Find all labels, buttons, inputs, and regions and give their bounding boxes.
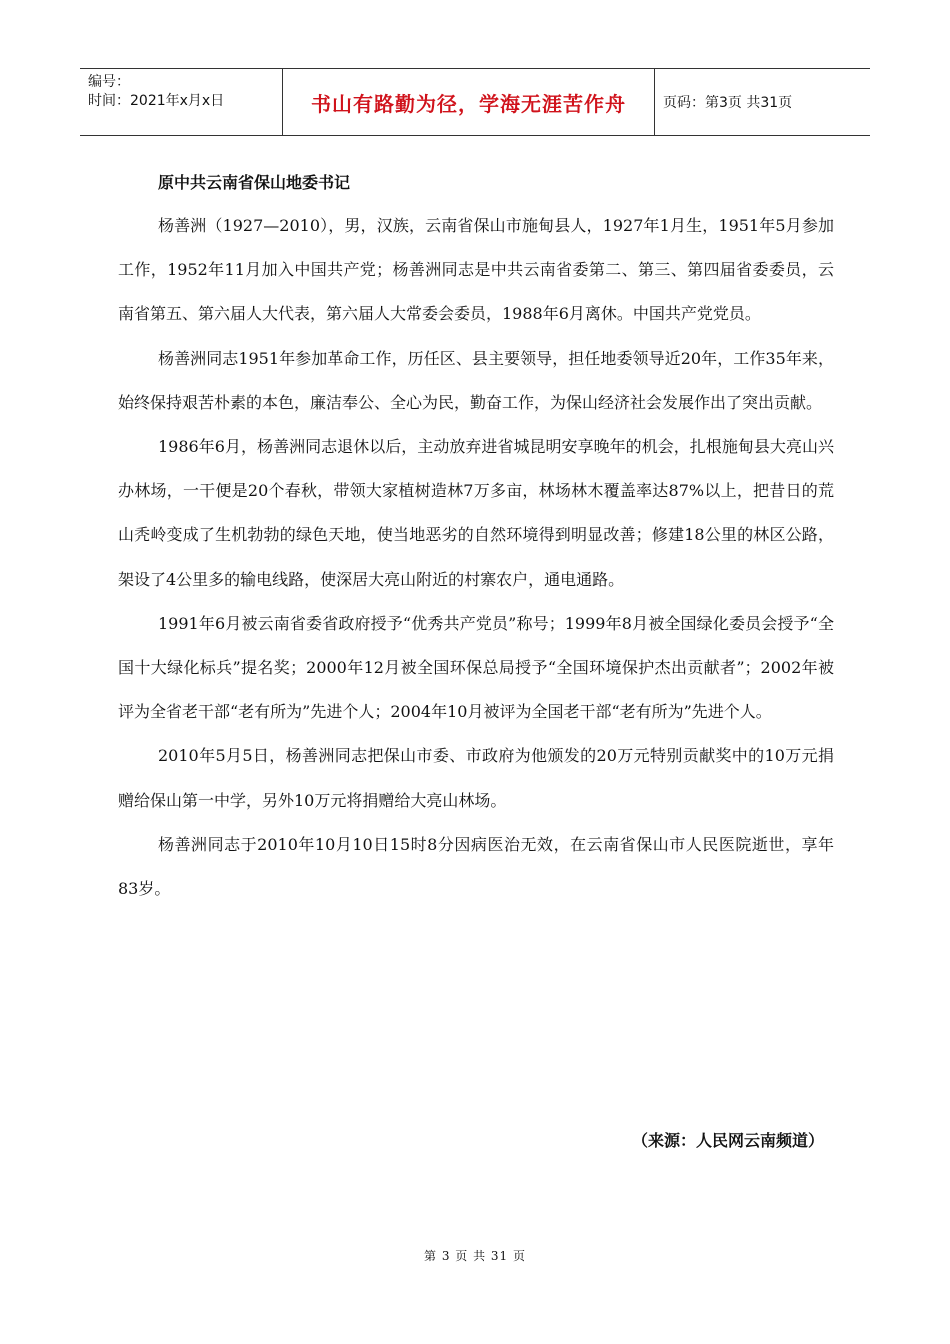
paragraph-forestry: 1986年6月，杨善洲同志退休以后，主动放弃进省城昆明安享晚年的机会，扎根施甸县大亮山兴办林场，一干便是20个春秋，带领大家植树造林7万多亩，林场林木覆盖率达87%以上，把昔日的荒山秃岭变成了生机勃勃的绿色天地，使当地恶劣的自然环境得到明显改善；修建18公里的林区公路，架设了4公里多的输电线路，使深居大亮山附近的村寨农户，通电通路。: [118, 437, 834, 589]
article-source: （来源：人民网云南频道）: [631, 1131, 824, 1150]
article-body: [118, 162, 834, 911]
paragraph-death: 杨善洲同志于2010年10月10日15时8分因病医治无效，在云南省保山市人民医院逝世，享年83岁。: [118, 834, 834, 899]
article-heading: 原中共云南省保山地委书记: [158, 173, 351, 192]
paragraph-donation: 2010年5月5日，杨善洲同志把保山市委、市政府为他颁发的20万元特别贡献奖中的10万元捐赠给保山第一中学，另外10万元将捐赠给大亮山林场。: [118, 746, 834, 810]
header-meta: [80, 69, 283, 135]
page-footer: 第 3 页 共 31 页: [424, 1249, 526, 1263]
paragraph-bio: 杨善洲（1927—2010），男，汉族，云南省保山市施甸县人，1927年1月生，1951年5月参加工作，1952年11月加入中国共产党；杨善洲同志是中共云南省委第二、第三、第四届省委委员，云南省第五、第六届人大代表，第六届人大常委会委员，1988年6月离休。中国共产党党员。: [118, 216, 834, 324]
time-label: 时间：2021年x月x日: [88, 93, 225, 109]
paragraph-honors: 1991年6月被云南省委省政府授予“优秀共产党员”称号；1999年8月被全国绿化委员会授予“全国十大绿化标兵”提名奖；2000年12月被全国环保总局授予“全国环境保护杰出贡献者”；2002年被评为全省老干部“老有所为”先进个人；2004年10月被评为全国老干部“老有所为”先进个人。: [118, 613, 834, 722]
paragraph-career: 杨善洲同志1951年参加革命工作，历任区、县主要领导，担任地委领导近20年，工作35年来，始终保持艰苦朴素的本色，廉洁奉公、全心为民，勤奋工作，为保山经济社会发展作出了突出贡献。: [118, 348, 834, 412]
header-motto: 书山有路勤为径，学海无涯苦作舟: [283, 69, 655, 135]
header-page-info: 页码：第3页 共31页: [663, 95, 793, 111]
page-header: [80, 68, 870, 136]
number-label: 编号：: [88, 74, 130, 90]
